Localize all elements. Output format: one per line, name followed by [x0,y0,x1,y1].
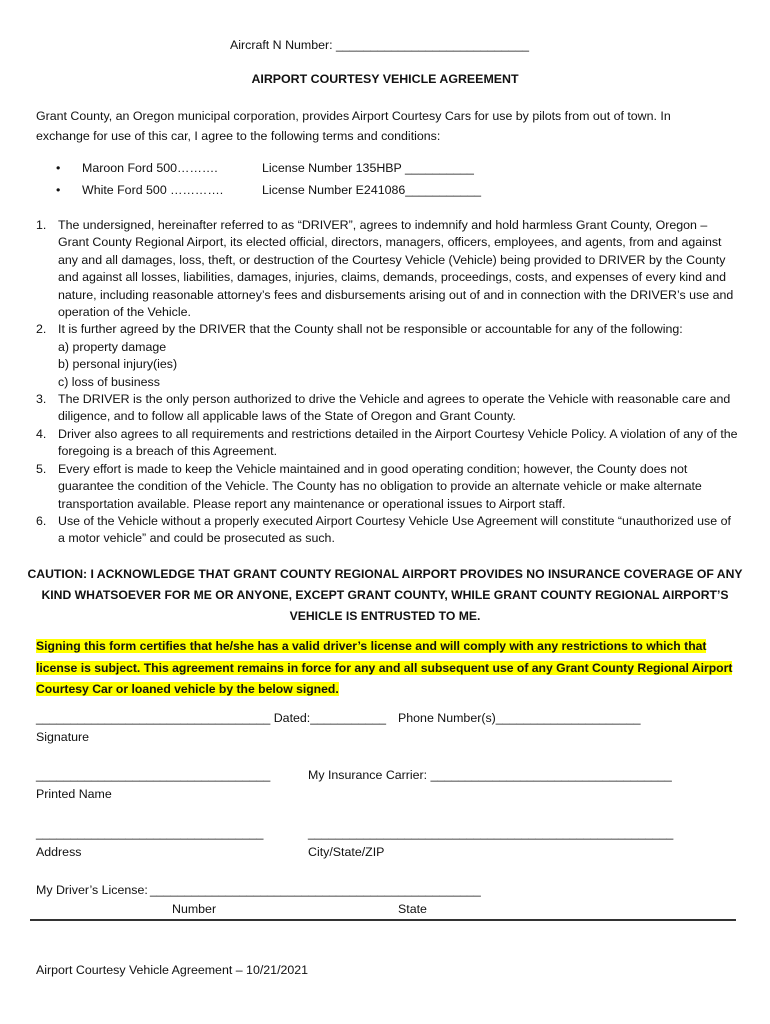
vehicle-license: License Number E241086___________ [262,183,482,197]
term-item: 5. Every effort is made to keep the Vehicle maintained and in good operating condition; however, the County does not guarantee the condition of the Vehicle. The County has no obligation to provide an alternate vehicle or make alternate transportation available. Please report any maintenance or operational issues to Airport staff. [36,461,702,511]
vehicle-name: Maroon Ford 500………. [82,161,218,175]
intro-paragraph: Grant County, an Oregon municipal corporation, provides Airport Courtesy Cars for use by pilots from out of town. In exchange for use of this car, I agree to the following terms and conditions: [36,109,671,143]
address-field[interactable]: _________________________________ [36,826,264,840]
term-text: It is further agreed by the DRIVER that the County shall not be responsible or accountable for any of the following: [58,322,683,337]
term-item: 1. The undersigned, hereinafter referred to as “DRIVER”, agrees to indemnify and hold harmless Grant County, Oregon – Grant County Regional Airport, its elected official, directors, managers, officers, employees, and agents, from and against any and all damages, loss, theft, or destruction of the Courtesy Vehicle (Vehicle) being provided to DRIVER by the County and against all losses, liabilities, damages, injuries, claims, demands, proceedings, costs, and expenses of every kind and nature, including reasonable attorney’s fees and disbursements arising out of and in connection with the DRIVER’s use and operation of the Vehicle. [36,218,734,320]
printed-name-field[interactable]: __________________________________ [36,768,271,782]
term-sub-item: c) loss of business [58,374,160,389]
caution-notice: CAUTION: I ACKNOWLEDGE THAT GRANT COUNTY REGIONAL AIRPORT PROVIDES NO INSURANCE COVERAGE OF ANY KIND WHATSOEVER FOR ME OR ANYONE, EXCEPT GRANT COUNTY, WHILE GRANT COUNTY REGIONAL AIRPORT’S VEHICLE IS ENTRUSTED TO ME. [27,567,743,623]
terms-list [36,217,738,548]
footer-text: Airport Courtesy Vehicle Agreement – 10/21/2021 [36,963,309,977]
address-label: Address [36,845,82,859]
certification-notice: Signing this form certifies that he/she has a valid driver’s license and will comply with any restrictions to which that license is subject. This agreement remains in force for any and all subsequent use of any Grant County Regional Airport Courtesy Car or loaned vehicle by the below signed. [36,639,733,696]
city-state-zip-field[interactable]: _____________________________________________________ [308,826,674,840]
license-number-label: Number [172,902,217,916]
page-title: AIRPORT COURTESY VEHICLE AGREEMENT [251,72,519,86]
term-text: The DRIVER is the only person authorized to drive the Vehicle and agrees to operate the Vehicle with reasonable care and diligence, and to follow all applicable laws of the State of Oregon and Grant County. [58,392,731,424]
signature-label: Signature [36,730,90,744]
term-text: Every effort is made to keep the Vehicle maintained and in good operating condition; however, the County does not guarantee the condition of the Vehicle. The County has no obligation to provide an alternate vehicle or make alternate transportation available. Please report any maintenance or operational issues to Airport staff. [58,461,702,511]
term-item: 2. It is further agreed by the DRIVER that the County shall not be responsible or accountable for any of the following: a) property damage b) personal injury(ies) c) loss of business [36,321,738,391]
vehicle-list [56,160,656,204]
vehicle-name: White Ford 500 …………. [82,183,224,197]
term-text: Use of the Vehicle without a properly executed Airport Courtesy Vehicle Use Agreement will constitute “unauthorized use of a motor vehicle” and could be prosecuted as such. [58,513,731,546]
signature-field[interactable]: __________________________________ Dated:___________ [36,711,387,725]
printed-name-label: Printed Name [36,787,112,801]
term-text: The undersigned, hereinafter referred to as “DRIVER”, agrees to indemnify and hold harmless Grant County, Oregon – Grant County Regional Airport, its elected official, directors, managers, officers, employees, and agents, from and against any and all damages, loss, theft, or destruction of the Courtesy Vehicle (Vehicle) being provided to DRIVER by the County and against all losses, liabilities, damages, injuries, claims, demands, proceedings, costs, and expenses of every kind and nature, including reasonable attorney’s fees and disbursements arising out of and in connection with the DRIVER’s use and operation of the Vehicle. [58,218,734,320]
vehicle-license: License Number 135HBP __________ [262,161,474,175]
bullet-icon: • [56,161,61,175]
bullet-icon: • [56,183,61,197]
city-state-zip-label: City/State/ZIP [308,845,385,859]
drivers-license-label: My Driver’s License: [36,883,148,897]
insurance-field[interactable]: My Insurance Carrier: ___________________________________ [308,768,672,782]
vehicle-item [56,182,656,204]
term-text: Driver also agrees to all requirements and restrictions detailed in the Airport Courtesy Vehicle Policy. A violation of any of the foregoing is a breach of this Agreement. [58,426,738,459]
term-sub-item: b) personal injury(ies) [58,357,178,372]
term-item: 4. Driver also agrees to all requirements and restrictions detailed in the Airport Courtesy Vehicle Policy. A violation of any of the foregoing is a breach of this Agreement. [36,426,738,459]
footer-divider [30,919,736,921]
term-item: 6. Use of the Vehicle without a properly executed Airport Courtesy Vehicle Use Agreement will constitute “unauthorized use of a motor vehicle” and could be prosecuted as such. [36,513,731,546]
license-state-label: State [398,902,427,916]
aircraft-number-field[interactable]: Aircraft N Number: ____________________________ [230,38,529,52]
term-item: 3. The DRIVER is the only person authorized to drive the Vehicle and agrees to operate the Vehicle with reasonable care and diligence, and to follow all applicable laws of the State of Oregon and Grant County. [36,392,731,424]
drivers-license-field[interactable]: ________________________________________________ [150,883,481,897]
vehicle-item [56,160,656,182]
phone-field[interactable]: Phone Number(s)_____________________ [398,711,641,725]
term-sub-item: a) property damage [58,339,167,354]
